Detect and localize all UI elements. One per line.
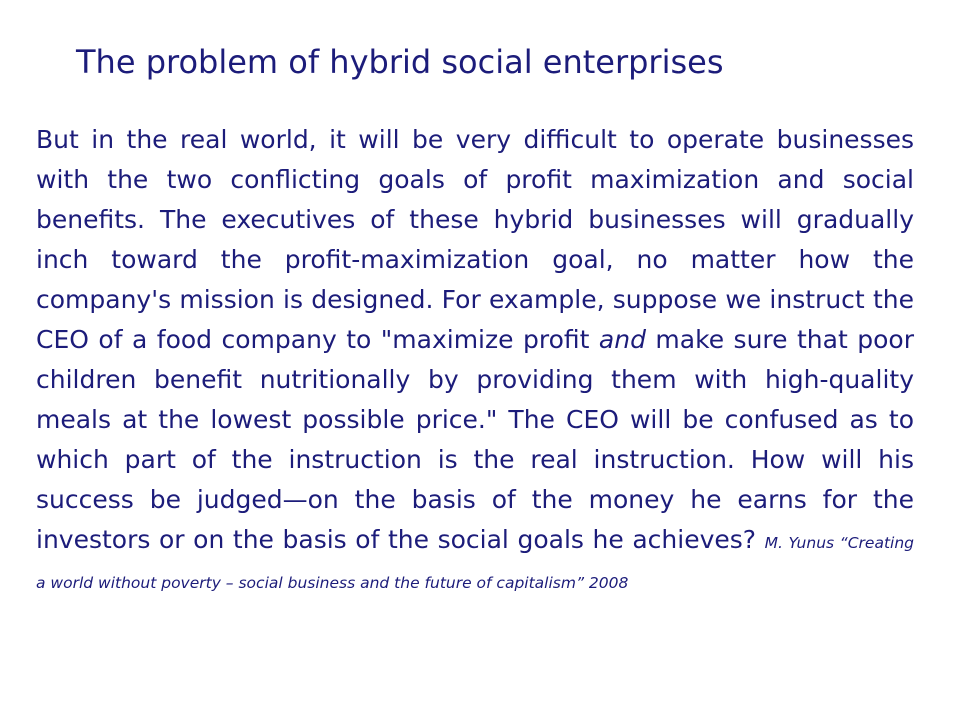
quote-paragraph xyxy=(36,120,914,600)
quote-emphasis: and xyxy=(598,325,646,354)
quote-text-part-2: make sure that poor children benefit nutritionally by providing them with high-quality meals at the lowest possible price." The CEO will be confused as to which part of the instruction is the real instruction. How will his success be judged—on the basis of the money he earns for the investors or on the basis of the social goals he achieves? xyxy=(36,325,914,554)
slide-title: The problem of hybrid social enterprises xyxy=(76,43,724,81)
quote-text-part-1: But in the real world, it will be very difficult to operate businesses with the two conflicting goals of profit maximization and social benefits. The executives of these hybrid businesses will gradually inch toward the profit-maximization goal, no matter how the company's mission is designed. For example, suppose we instruct the CEO of a food company to "maximize profit xyxy=(36,125,914,354)
citation: M. Yunus “Creating a world without poverty – social business and the future of capitalism” 2008 xyxy=(36,534,914,592)
